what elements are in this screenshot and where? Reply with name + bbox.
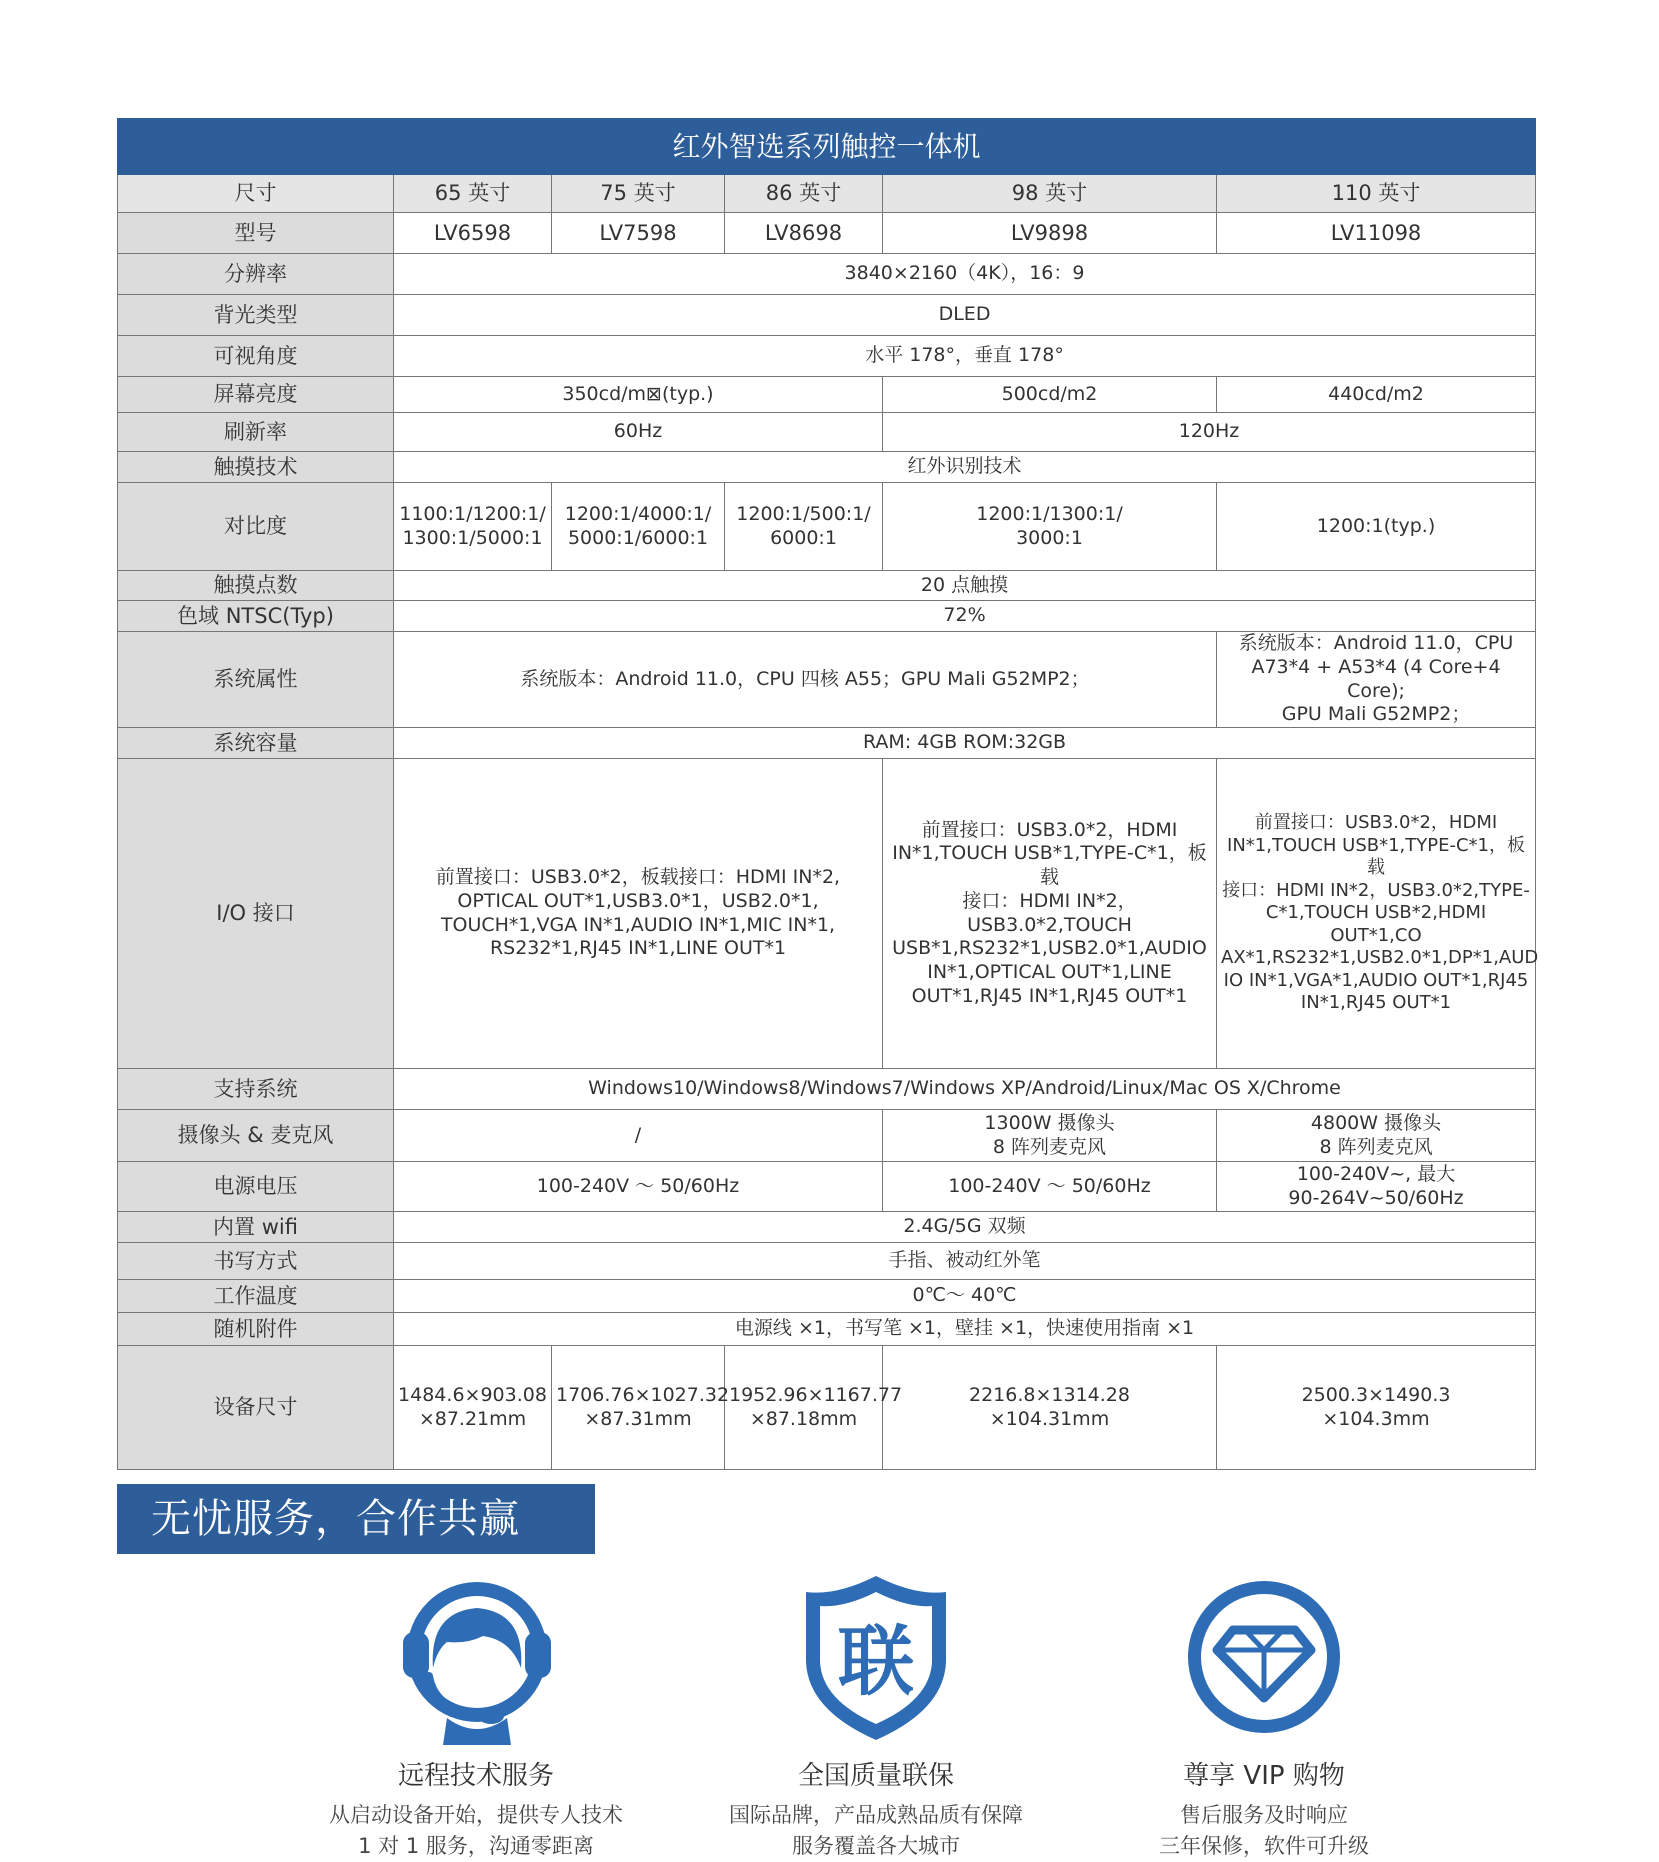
- desc-line: 1 对 1 服务，沟通零距离: [358, 1834, 594, 1858]
- table-title: 红外智选系列触控一体机: [118, 119, 1536, 175]
- row-label: 支持系统: [118, 1069, 394, 1110]
- header-cell: 86 英寸: [725, 175, 883, 213]
- desc-line: 三年保修，软件可升级: [1159, 1834, 1369, 1858]
- cell-line: 1200:1/500:1/: [736, 502, 871, 525]
- row-label: 随机附件: [118, 1313, 394, 1346]
- table-row: [118, 1280, 1536, 1313]
- value-cell: 120Hz: [883, 413, 1536, 452]
- value-cell: [1217, 759, 1539, 1069]
- row-label: 工作温度: [118, 1280, 394, 1313]
- cell-line: 1706.76×1027.32: [556, 1383, 730, 1406]
- row-label: 刷新率: [118, 413, 394, 452]
- cell-line: 1952.96×1167.77: [729, 1383, 903, 1406]
- value-cell: [394, 759, 883, 1069]
- row-label: 设备尺寸: [118, 1346, 394, 1470]
- value-cell: 红外识别技术: [394, 452, 1536, 483]
- value-cell: 1200:1(typ.): [1217, 483, 1536, 571]
- service-description: [1084, 1800, 1444, 1862]
- table-title-row: [118, 119, 1536, 175]
- value-cell: 手指、被动红外笔: [394, 1243, 1536, 1280]
- cell-line: ×87.31mm: [584, 1407, 692, 1430]
- value-cell: [883, 1346, 1217, 1470]
- table-row: [118, 254, 1536, 295]
- table-row: [118, 759, 1536, 1069]
- value-cell: 440cd/m2: [1217, 377, 1536, 413]
- service-title: 全国质量联保: [797, 1761, 954, 1791]
- cell-line: USB*1,RS232*1,USB2.0*1,AUDIO: [892, 937, 1207, 960]
- cell-line: 2216.8×1314.28: [969, 1383, 1130, 1406]
- value-cell: [1217, 1162, 1536, 1212]
- row-label: 电源电压: [118, 1162, 394, 1212]
- header-cell: 110 英寸: [1217, 175, 1536, 213]
- cell-line: 接口：HDMI IN*2，USB3.0*2,TOUCH: [962, 889, 1137, 936]
- desc-line: 国际品牌，产品成熟品质有保障: [729, 1803, 1023, 1827]
- header-cell: 75 英寸: [552, 175, 725, 213]
- row-label: 可视角度: [118, 336, 394, 377]
- cell-line: ×87.18mm: [749, 1407, 858, 1430]
- services-banner: 无忧服务，合作共赢: [117, 1484, 595, 1554]
- service-item-warranty: [696, 1570, 1056, 1862]
- row-label: 型号: [118, 213, 394, 254]
- header-cell: 尺寸: [118, 175, 394, 213]
- cell-line: ×104.3mm: [1322, 1407, 1430, 1430]
- row-label: 摄像头 & 麦克风: [118, 1110, 394, 1162]
- value-cell: 100-240V ～ 50/60Hz: [883, 1162, 1217, 1212]
- shield-char: 联: [838, 1617, 914, 1706]
- cell-line: RS232*1,RJ45 IN*1,LINE OUT*1: [489, 937, 787, 960]
- cell-line: 前置接口：USB3.0*2，HDMI: [921, 818, 1178, 841]
- cell-line: 1200:1/4000:1/: [564, 502, 712, 525]
- cell-line: 1300W 摄像头: [984, 1111, 1115, 1134]
- cell-line: 5000:1/6000:1: [567, 526, 709, 549]
- cell-line: ×104.31mm: [989, 1407, 1110, 1430]
- value-cell: [1217, 1110, 1536, 1162]
- service-description: [296, 1800, 656, 1862]
- value-cell: 2.4G/5G 双频: [394, 1212, 1536, 1243]
- model-cell: LV11098: [1217, 213, 1536, 254]
- table-row: [118, 295, 1536, 336]
- service-title: 远程技术服务: [397, 1761, 554, 1791]
- cell-line: 2500.3×1490.3: [1301, 1383, 1451, 1406]
- value-cell: DLED: [394, 295, 1536, 336]
- cell-line: 1200:1/1300:1/: [976, 502, 1123, 525]
- table-row: [118, 1243, 1536, 1280]
- cell-line: 系统版本：Android 11.0，CPU: [1238, 632, 1514, 654]
- cell-line: 1100:1/1200:1/: [399, 502, 546, 525]
- table-row: [118, 1110, 1536, 1162]
- cell-line: IN*1,TOUCH USB*1,TYPE-C*1，板载: [1227, 834, 1525, 879]
- shield-lian-icon: [696, 1570, 1056, 1745]
- row-label: 触摸技术: [118, 452, 394, 483]
- cell-line: TOUCH*1,VGA IN*1,AUDIO IN*1,MIC IN*1,: [440, 913, 836, 936]
- table-row: [118, 483, 1536, 571]
- cell-line: A73*4 + A53*4 (4 Core+4 Core);: [1251, 655, 1501, 702]
- row-label: 系统属性: [118, 632, 394, 728]
- value-cell: 500cd/m2: [883, 377, 1217, 413]
- table-row: [118, 601, 1536, 632]
- value-cell: 水平 178°，垂直 178°: [394, 336, 1536, 377]
- cell-line: 8 阵列麦克风: [992, 1135, 1107, 1158]
- cell-line: 前置接口：USB3.0*2，板载接口：HDMI IN*2,: [435, 866, 841, 888]
- cell-line: 100-240V~, 最大: [1296, 1162, 1456, 1185]
- model-cell: LV8698: [725, 213, 883, 254]
- table-row: [118, 1162, 1536, 1212]
- diamond-icon: [1084, 1570, 1444, 1745]
- value-cell: [394, 1346, 552, 1470]
- cell-line: 前置接口：USB3.0*2，HDMI: [1254, 812, 1498, 834]
- table-row: [118, 1069, 1536, 1110]
- table-row: [118, 413, 1536, 452]
- row-label: 背光类型: [118, 295, 394, 336]
- row-label: 对比度: [118, 483, 394, 571]
- cell-line: 1300:1/5000:1: [402, 526, 543, 549]
- value-cell: [1217, 632, 1536, 728]
- value-cell: 72%: [394, 601, 1536, 632]
- desc-line: 服务覆盖各大城市: [792, 1834, 960, 1858]
- service-description: [696, 1800, 1056, 1862]
- headset-support-icon: [296, 1570, 656, 1745]
- value-cell: [883, 1110, 1217, 1162]
- cell-line: IO IN*1,VGA*1,AUDIO OUT*1,RJ45: [1223, 969, 1529, 991]
- cell-line: 3000:1: [1016, 526, 1083, 549]
- cell-line: 1484.6×903.08: [398, 1383, 547, 1406]
- header-cell: 65 英寸: [394, 175, 552, 213]
- value-cell: 350cd/m⊠(typ.): [394, 377, 883, 413]
- cell-line: 接口：HDMI IN*2，USB3.0*2,TYPE-: [1222, 879, 1530, 901]
- cell-line: IN*1,RJ45 OUT*1: [1300, 992, 1452, 1014]
- value-cell: 3840×2160（4K），16：9: [394, 254, 1536, 295]
- value-cell: 0℃～ 40℃: [394, 1280, 1536, 1313]
- value-cell: Windows10/Windows8/Windows7/Windows XP/Android/Linux/Mac OS X/Chrome: [394, 1069, 1536, 1110]
- value-cell: [394, 483, 552, 571]
- row-label: 色域 NTSC(Typ): [118, 601, 394, 632]
- row-label: 系统容量: [118, 728, 394, 759]
- cell-line: 90-264V~50/60Hz: [1288, 1186, 1464, 1209]
- model-cell: LV7598: [552, 213, 725, 254]
- spec-table: [117, 118, 1539, 1470]
- cell-line: OUT*1,RJ45 IN*1,RJ45 OUT*1: [911, 984, 1188, 1007]
- row-label: 分辨率: [118, 254, 394, 295]
- service-title: 尊享 VIP 购物: [1183, 1761, 1345, 1791]
- table-row: [118, 213, 1536, 254]
- value-cell: 20 点触摸: [394, 571, 1536, 601]
- table-row: [118, 1212, 1536, 1243]
- value-cell: [1217, 1346, 1536, 1470]
- row-label: 触摸点数: [118, 571, 394, 601]
- cell-line: AX*1,RS232*1,USB2.0*1,DP*1,AUD: [1221, 947, 1539, 969]
- table-row: [118, 1313, 1536, 1346]
- value-cell: 电源线 ×1，书写笔 ×1，壁挂 ×1，快速使用指南 ×1: [394, 1313, 1536, 1346]
- cell-line: IN*1,TOUCH USB*1,TYPE-C*1，板载: [892, 842, 1207, 888]
- value-cell: 系统版本：Android 11.0，CPU 四核 A55；GPU Mali G52MP2；: [394, 632, 1217, 728]
- cell-line: C*1,TOUCH USB*2,HDMI OUT*1,CO: [1265, 902, 1487, 946]
- value-cell: [725, 483, 883, 571]
- table-row: [118, 336, 1536, 377]
- row-label: 内置 wifi: [118, 1212, 394, 1243]
- value-cell: 60Hz: [394, 413, 883, 452]
- model-cell: LV6598: [394, 213, 552, 254]
- desc-line: 从启动设备开始，提供专人技术: [329, 1803, 623, 1827]
- model-cell: LV9898: [883, 213, 1217, 254]
- value-cell: [552, 1346, 730, 1470]
- table-row: [118, 728, 1536, 759]
- service-item-vip: [1084, 1570, 1444, 1862]
- table-row: [118, 1346, 1536, 1470]
- cell-line: GPU Mali G52MP2；: [1281, 703, 1471, 726]
- value-cell: RAM: 4GB ROM:32GB: [394, 728, 1536, 759]
- table-row: [118, 377, 1536, 413]
- row-label: 屏幕亮度: [118, 377, 394, 413]
- table-row: [118, 452, 1536, 483]
- table-header-row: [118, 175, 1536, 213]
- cell-line: IN*1,OPTICAL OUT*1,LINE: [927, 961, 1172, 983]
- value-cell: 100-240V ～ 50/60Hz: [394, 1162, 883, 1212]
- row-label: 书写方式: [118, 1243, 394, 1280]
- table-row: [118, 632, 1536, 728]
- value-cell: [725, 1346, 903, 1470]
- value-cell: [883, 759, 1217, 1069]
- row-label: I/O 接口: [118, 759, 394, 1069]
- service-item-remote-support: [296, 1570, 656, 1862]
- cell-line: 8 阵列麦克风: [1319, 1135, 1433, 1158]
- cell-line: OPTICAL OUT*1,USB3.0*1，USB2.0*1,: [457, 889, 819, 912]
- value-cell: [883, 483, 1217, 571]
- desc-line: 售后服务及时响应: [1180, 1803, 1348, 1827]
- value-cell: /: [394, 1110, 883, 1162]
- value-cell: [552, 483, 725, 571]
- cell-line: 6000:1: [770, 526, 837, 549]
- cell-line: 4800W 摄像头: [1310, 1111, 1442, 1134]
- cell-line: ×87.21mm: [418, 1407, 527, 1430]
- header-cell: 98 英寸: [883, 175, 1217, 213]
- table-row: [118, 571, 1536, 601]
